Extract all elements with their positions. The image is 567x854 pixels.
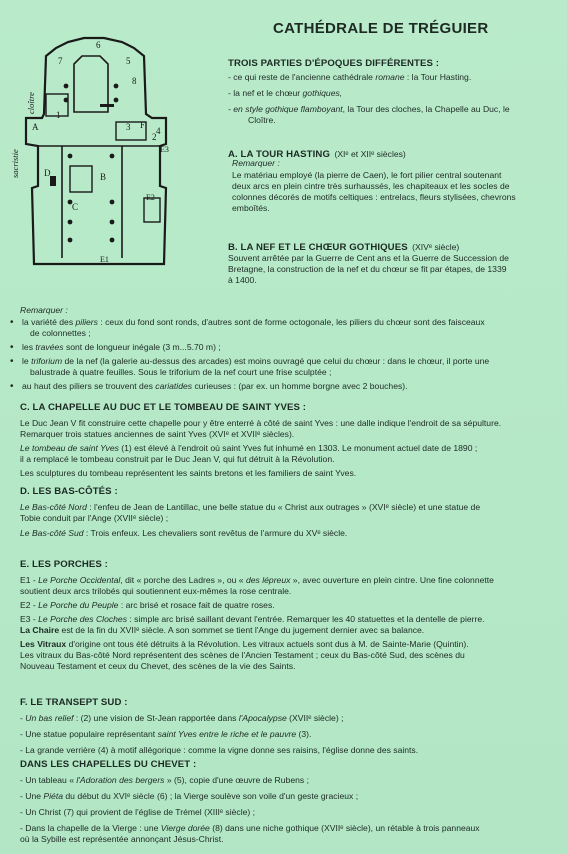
- section-e-body: [20, 575, 565, 672]
- line: [20, 775, 565, 786]
- text: de la nef (la galerie au-dessus des arcades) est moins ouvragé que celui du chœur : dans le chœur, il porte une: [62, 356, 490, 366]
- line: Bretagne, la construction de la nef et du chœur se fit par étapes, de 1339: [228, 264, 507, 274]
- text: : simple arc brisé saillant devant l'entrée. Remarquer les 40 statuettes et la dentelle de pierre.: [127, 614, 485, 624]
- text-italic: des lépreux: [245, 575, 291, 585]
- line: Souvent arrêtée par la Guerre de Cent ans et la Guerre de Succession de: [228, 253, 509, 263]
- text-italic: romane: [375, 72, 405, 82]
- text-italic: l'Apocalypse: [238, 713, 287, 723]
- line: Tobie conduit par l'Ange (XVIIᵉ siècle) ;: [20, 513, 169, 523]
- plan-marker-D: D: [44, 168, 51, 178]
- line: deux arcs en plein cintre très surhaussés, les chapiteaux et les socles de: [232, 181, 510, 191]
- text: curieuses : (par ex. un homme borgne avec 2 bouches).: [192, 381, 408, 391]
- text: E3 -: [20, 614, 39, 624]
- line: il a remplacé le tombeau construit par le Duc Jean V, qui fut détruit à la Révolution.: [20, 454, 335, 464]
- page-title: CATHÉDRALE DE TRÉGUIER: [273, 20, 489, 37]
- plan-marker-E3: E3: [160, 145, 169, 154]
- remark-travees: [10, 342, 562, 353]
- plan-marker-4: 4: [156, 126, 161, 136]
- text-italic: l'Adoration des bergers: [76, 775, 165, 785]
- text: - Une: [20, 791, 44, 801]
- text: E2 -: [20, 600, 39, 610]
- text: - Dans la chapelle de la Vierge : une: [20, 823, 161, 833]
- line: - La grande verrière (4) à motif allégorique : comme la vigne donne ses raisins, l'église donne des saints.: [20, 745, 419, 755]
- text-italic: Un bas relief: [25, 713, 74, 723]
- text-italic: Piéta: [43, 791, 63, 801]
- line: Les vitraux du Bas-côté Nord représentent des scènes de l'Ancien Testament ; ceux du Bas-côté Sud, des scènes du: [20, 650, 465, 660]
- text: , dit « porche des Ladres », ou «: [120, 575, 246, 585]
- plan-marker-5: 5: [126, 56, 131, 66]
- text: le: [22, 356, 32, 366]
- text-italic: Le Porche du Peuple: [38, 600, 119, 610]
- text: » (5), copie d'une œuvre de Rubens ;: [164, 775, 309, 785]
- heading-text: A. LA TOUR HASTING: [228, 149, 330, 160]
- line: Nouveau Testament et ceux du Chevet, des scènes de la vie des Saints.: [20, 661, 296, 671]
- plan-label-sacristie: sacristie: [10, 149, 20, 178]
- text: d'origine ont tous été détruits à la Révolution. Les vitraux actuels sont dus à M. de Sainte-Marie (Quintin).: [66, 639, 469, 649]
- text: la variété des: [22, 317, 76, 327]
- text: (3).: [296, 729, 312, 739]
- heading-text: B. LA NEF ET LE CHŒUR GOTHIQUES: [228, 242, 408, 253]
- parts-item-gothique: [228, 88, 558, 99]
- section-d-heading: D. LES BAS-CÔTÉS :: [20, 486, 118, 497]
- remarks-list: [10, 317, 562, 392]
- line: [20, 528, 565, 539]
- text-bold: La Chaire: [20, 625, 60, 635]
- text-italic: triforium: [31, 356, 63, 366]
- line: [20, 823, 565, 834]
- section-f-body: [20, 713, 565, 756]
- text-italic: Le Porche des Cloches: [38, 614, 128, 624]
- parts-item-flamboyant: [228, 104, 558, 115]
- line: [20, 791, 565, 802]
- cathedral-floor-plan: [4, 26, 172, 276]
- remark-cariatides: [10, 381, 562, 392]
- line: où la Sybille est représentée annonçant Jésus-Christ.: [20, 834, 224, 844]
- text: du début du XVIᵉ siècle (6) ; la Vierge soulève son voile d'un geste gracieux ;: [63, 791, 359, 801]
- text-italic: Le tombeau de saint Yves: [20, 443, 119, 453]
- section-c-body: [20, 418, 565, 479]
- section-chevet-body: [20, 775, 565, 845]
- text: (8) dans une niche gothique (XVIIᵉ siècle), un rétable à trois panneaux: [209, 823, 480, 833]
- plan-marker-1: 1: [56, 110, 61, 120]
- remark-piliers-cont: de colonnettes ;: [30, 328, 91, 338]
- text-bold: Les Vitraux: [20, 639, 67, 649]
- text: - Un tableau «: [20, 775, 77, 785]
- plan-marker-2: 2: [152, 132, 157, 142]
- plan-marker-6: 6: [96, 40, 101, 50]
- text: : la Tour Hasting.: [404, 72, 472, 82]
- text: - la nef et le chœur: [228, 88, 303, 98]
- text-italic: saint Yves entre le riche et le pauvre: [157, 729, 297, 739]
- plan-marker-E1: E1: [100, 255, 109, 264]
- section-e-heading: E. LES PORCHES :: [20, 559, 108, 570]
- line: [20, 729, 565, 740]
- plan-marker-8: 8: [132, 76, 137, 86]
- section-a-body: [232, 170, 562, 214]
- line: soutient deux arcs trilobés qui soutiennent eux-mêmes la rose centrale.: [20, 586, 292, 596]
- text-italic: Vierge dorée: [160, 823, 210, 833]
- plan-label-cloitre: cloître: [26, 92, 36, 114]
- text: sont de longueur inégale (3 m...5.70 m) ;: [63, 342, 221, 352]
- parts-item-romane: [228, 72, 558, 83]
- porche-e1: [20, 575, 565, 586]
- plan-marker-B: B: [100, 172, 107, 182]
- line: colonnes décorés de motifs celtiques : entrelacs, fleurs stylisées, chevrons: [232, 192, 516, 202]
- line: - Un Christ (7) qui provient de l'église de Trémel (XIIIᵉ siècle) ;: [20, 807, 256, 817]
- plan-marker-3: 3: [126, 122, 131, 132]
- text: au haut des piliers se trouvent des: [22, 381, 156, 391]
- plan-marker-7: 7: [58, 56, 63, 66]
- text: est de la fin du XVIIᵉ siècle. A son sommet se tient l'Ange du jugement dernier avec sa balance.: [59, 625, 425, 635]
- line: [20, 502, 565, 513]
- text-italic: piliers: [75, 317, 98, 327]
- line: Le Duc Jean V fit construire cette chapelle pour y être enterré à côté de saint Yves : une dalle indique l'endroit de sa sépulture.: [20, 418, 502, 428]
- section-f-heading: F. LE TRANSEPT SUD :: [20, 697, 128, 708]
- text-italic: cariatides: [155, 381, 193, 391]
- text-italic: gothiques,: [302, 88, 343, 98]
- porche-e3: [20, 614, 565, 625]
- text: E1 -: [20, 575, 39, 585]
- parts-item-flamboyant-cont: Cloître.: [248, 115, 276, 125]
- remarks-label: Remarquer :: [20, 305, 68, 315]
- heading-sub: (XIᵉ et XIIᵉ siècles): [334, 149, 406, 159]
- plan-marker-C: C: [72, 202, 79, 212]
- text: les: [22, 342, 36, 352]
- remark-piliers: [10, 317, 562, 328]
- section-c-heading: C. LA CHAPELLE AU DUC ET LE TOMBEAU DE SAINT YVES :: [20, 402, 307, 413]
- plan-marker-F: F: [140, 120, 146, 130]
- text-italic: Le Bas-côté Sud: [20, 528, 84, 538]
- plan-marker-E2: E2: [146, 193, 155, 202]
- text: : arc brisé et rosace fait de quatre roses.: [118, 600, 275, 610]
- vitraux: [20, 639, 565, 650]
- section-b-body: [228, 253, 563, 286]
- text-italic: travées: [35, 342, 64, 352]
- text: : ceux du fond sont ronds, d'autres sont de forme octogonale, les piliers du chœur sont des faisceaux: [97, 317, 485, 327]
- text-italic: Le Porche Occidental: [38, 575, 121, 585]
- text: -: [20, 713, 26, 723]
- text: - Une statue populaire représentant: [20, 729, 158, 739]
- porche-e2: [20, 600, 565, 611]
- line: Les sculptures du tombeau représentent les saints bretons et les familiers de saint Yves.: [20, 468, 357, 478]
- text: : Trois enfeux. Les chevaliers sont revêtus de l'armure du XVᵉ siècle.: [83, 528, 348, 538]
- remark-triforium: [10, 356, 562, 367]
- text-italic: Le Bas-côté Nord: [20, 502, 87, 512]
- line: Le matériau employé (la pierre de Caen), le fort pilier central soutenant: [232, 170, 502, 180]
- line: [20, 443, 565, 454]
- section-chevet-heading: DANS LES CHAPELLES DU CHEVET :: [20, 759, 197, 770]
- plan-marker-A: A: [32, 122, 39, 132]
- line: à 1400.: [228, 275, 257, 285]
- text: (1) est élevé à l'endroit où saint Yves fut inhumé en 1303. Le monument actuel date de 1890 ;: [118, 443, 478, 453]
- heading-sub: (XIVᵉ siècle): [412, 242, 460, 252]
- line: [20, 713, 565, 724]
- text: (XVIIᵉ siècle) ;: [286, 713, 344, 723]
- parts-list: [228, 72, 558, 126]
- parts-heading: TROIS PARTIES D'ÉPOQUES DIFFÉRENTES :: [228, 58, 440, 69]
- text-italic: - en style gothique flamboyant: [228, 104, 343, 114]
- text: - ce qui reste de l'ancienne cathédrale: [228, 72, 376, 82]
- chaire: [20, 625, 565, 636]
- text: : l'enfeu de Jean de Lantillac, une belle statue du « Christ aux outrages » (XVIᵉ siècle) et une statue de: [86, 502, 481, 512]
- text: », avec ouverture en plein cintre. Une fine colonnette: [290, 575, 494, 585]
- section-a-remark: Remarquer :: [232, 158, 280, 168]
- section-d-body: [20, 502, 565, 539]
- line: Remarquer trois statues anciennes de saint Yves (XVIᵉ et XVIIᵉ siècles).: [20, 429, 295, 439]
- text: , la Tour des cloches, la Chapelle au Duc, le: [342, 104, 510, 114]
- remark-triforium-cont: balustrade à quatre feuilles. Sous le triforium de la nef court une frise sculptée ;: [30, 367, 332, 377]
- line: emboîtés.: [232, 203, 270, 213]
- text: : (2) une vision de St-Jean rapportée dans: [73, 713, 239, 723]
